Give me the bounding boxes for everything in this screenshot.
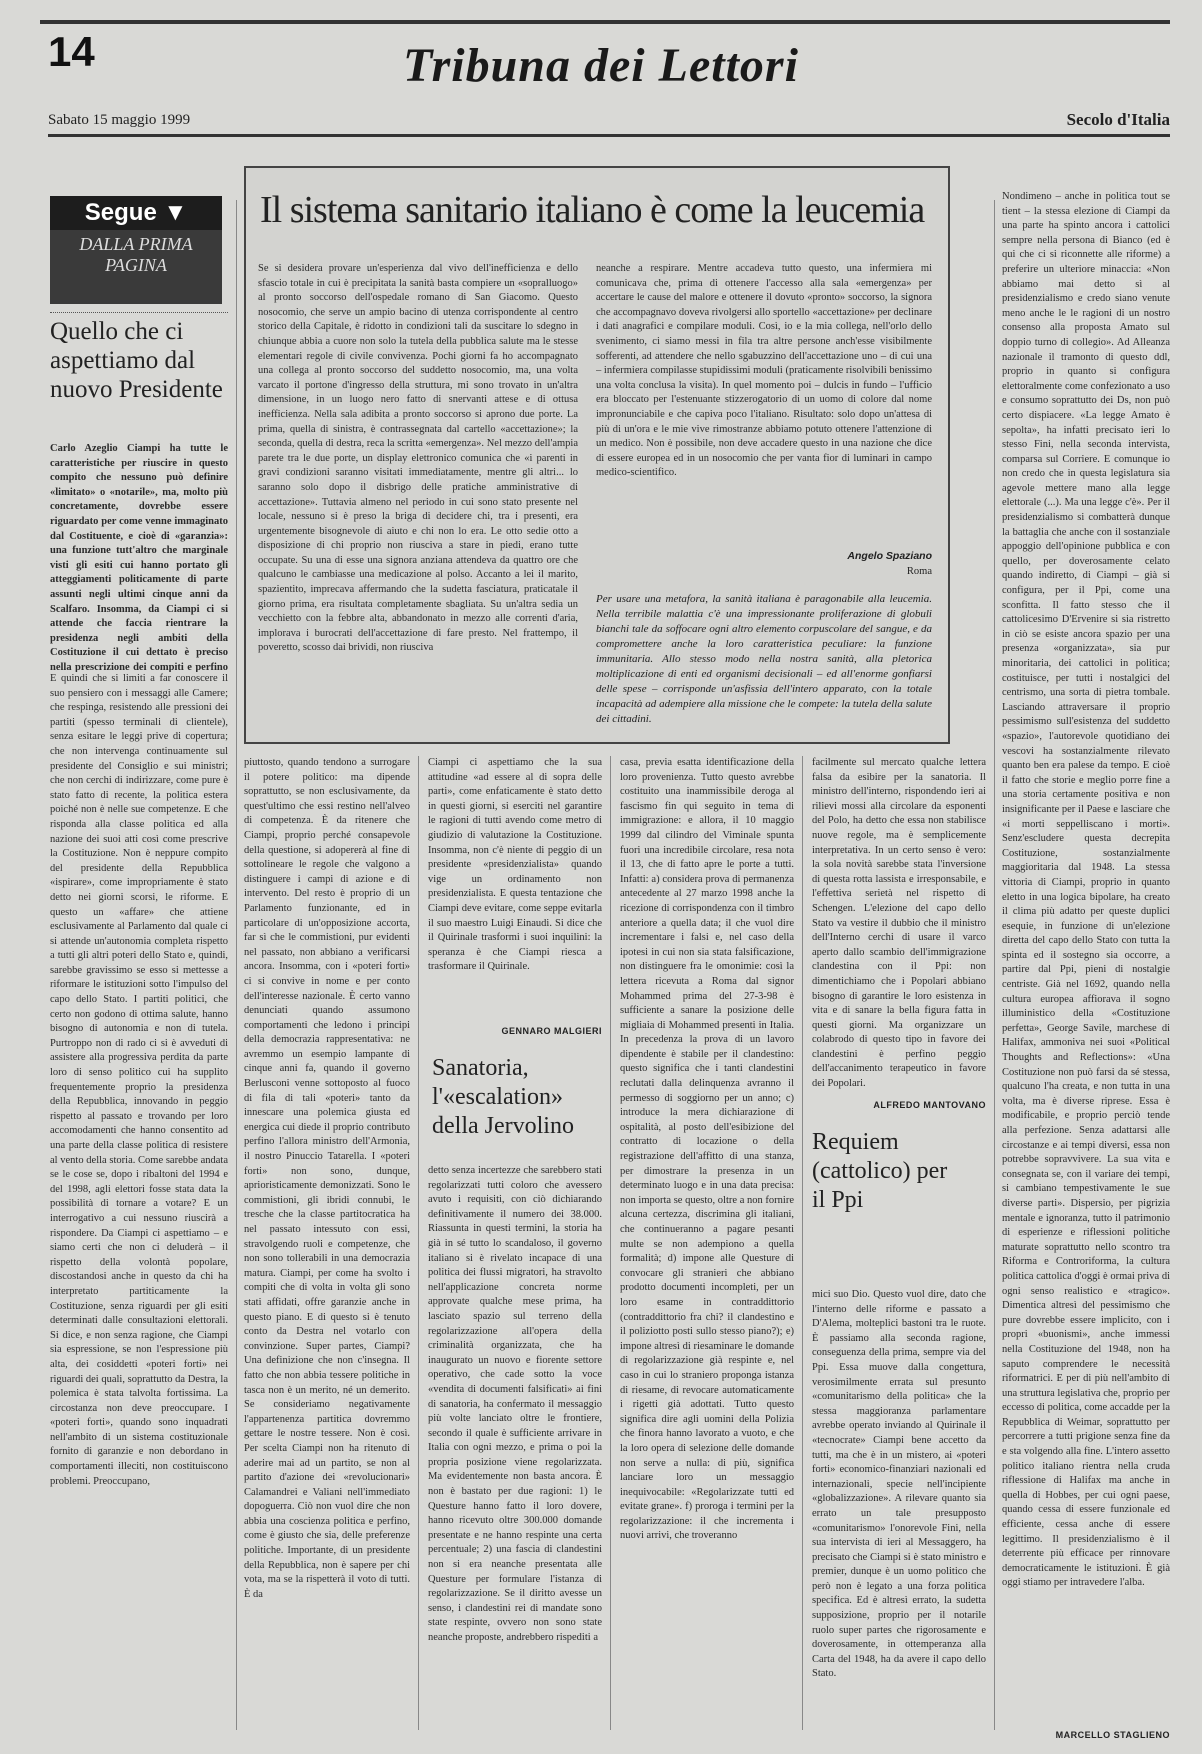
- page-number: 14: [48, 28, 95, 75]
- column-rule: [418, 756, 419, 1730]
- segue-label: [50, 196, 222, 230]
- boxed-article-title: Il sistema sanitario italiano è come la leucemia: [260, 189, 925, 231]
- mid-col2-top-text: Ciampi ci aspettiamo che la sua attitudine «ad essere al di sopra delle parti», come enfaticamente è stato detto in questi giorni, si eserciti nel garantire le ragioni di tutti avendo come metro di giudizio di valutazione la Costituzione. Insomma, non c'è niente di peggio di un presidente «presidenzialista» quando vige un ordinamento non presidenzialista. E questa tentazione che Ciampi deve evitare, come seppe evitarla il suo maestro Luigi Einaudi. Si dice che il Quirinale trasformi i suoi inquilini: la speranza è che Ciampi riesca a trasformare il Quirinale.: [428, 757, 602, 973]
- triangle-down-icon: ▼: [163, 199, 188, 226]
- left-headline: Quello che ci aspettiamo dal nuovo Presidente: [50, 312, 228, 404]
- issue-date: Sabato 15 maggio 1999: [48, 112, 191, 128]
- boxed-signature: Angelo Spaziano: [847, 550, 932, 562]
- column-rule: [994, 200, 995, 1730]
- requiem-headline: Requiem (cattolico) per il Ppi: [812, 1129, 948, 1213]
- column-rule: [610, 756, 611, 1730]
- sanatoria-headline: Sanatoria, l'«escalation» della Jervolino: [432, 1055, 574, 1139]
- boxed-col1-text: Se si desidera provare un'esperienza dal vivo dell'inefficienza e dello sfascio totale in cui è precipitata la sanità basta compiere un «sopralluogo» al pronto soccorso dell'ospedale romano di San Giacomo. Questo nosocomio, che serve un ampio bacino di utenza corrispondente al centro storico della Capitale, è ridotto in condizioni tali da suscitare lo sdegno in chiunque abbia a cuore non solo la tutela della pubblica salute ma le stesse elementari regole di civile convivenza. Pochi giorni fa ho accompagnato una collega al pronto soccorso del suddetto nosocomio, ma, una volta varcato il portone d'ingresso della struttura, mi sono trovato in un'altra dimensione, in un luogo nero fatto di snervanti attese e di ottusa inefficienza. Nella sala adibita a pronto soccorso si aprono due porte. La prima, quella di sinistra, è contrassegnata dal cartello «accettazione»; la seconda, quella di destra, reca la scritta «emergenza». Nel mezzo dell'ampia parete tra le due porte, un display elettronico comunica che «i parenti in gravi condizioni saranno visitati immediatamente, mentre gli altri... lo saranno solo dopo il disbrigo delle pratiche amministrative di accettazione». Tuttavia almeno nel periodo in cui sono stato presente nel locale, nessuno si è preso la briga di decidere chi, tra i presenti, era urgentemente bisognevole di aiuto e chi non lo era. Le otto sedie otto a disposizione di chi proprio non riusciva a stare in piedi, erano tutte occupate. Su una di esse una signora anziana attendeva da quattro ore che qualcuno le cambiasse una medicazione al polso. Accanto a lei il marito, spazientito, imprecava affermando che la sudetta fasciatura, praticatale il giorno prima, era risultata completamente sbagliata. Su un'altra sedia un vecchietto con la febbre alta, abbandonato in mezzo alle correnti d'aria, implorava i burocrati dell'accettazione di fare presto. Nel frattempo, il poveretto, scosso dai brividi, non riusciva: [258, 263, 578, 654]
- left-lead-text: Carlo Azeglio Ciampi ha tutte le caratteristiche per riuscire in questo compito che nessuno può definire «limitato» o «notarile», ma, molto più concretamente, dovrebbe essere riguardato per come venne immaginato dal Costituente, e cioè di «garanzia»: una funzione tutt'altro che marginale visti gli esiti cui hanno portato gli atteggiamenti politicamente di parte assunti negli ultimi cinque anni da Scalfaro. Insomma, da Ciampi ci si attende che faccia rientrare la presidenza negli ambiti della Costituzione il cui dettato è preciso nella prescrizione dei compiti e perfino: [50, 443, 228, 672]
- column-rule: [236, 200, 237, 1730]
- mid-col2-text: detto senza incertezze che sarebbero stati regolarizzati tutti coloro che avessero avuto i requisiti, con ciò dichiarando definitivamente il numero dei 38.000. Riassunta in questi termini, la storia ha già in sé tutto lo scandaloso, il governo italiano si è rivelato incapace di una politica dei flussi migratori, ha stravolto nell'applicazione concreta norme approvate qualche mese prima, ha lasciato spazio sul terreno della regolarizzazione all'opera della criminalità organizzata, che ha inaugurato un nuovo e fiorente settore operativo, che cade sotto la voce «vendita di documenti falsificati» ai fini di sanatoria, ha confermato il messaggio più volte lanciato oltre le frontiere, secondo il quale è sufficiente arrivare in Italia con ogni mezzo, e prima o poi la propria posizione viene regolarizzata. Ma evidentemente non basta ancora. È non è bastato per due ragioni: 1) le Questure hanno fatto il loro dovere, hanno ricevuto oltre 300.000 domande presentate e ne hanno respinte una certa percentuale; 2) una fascia di clandestini non si era neanche presentata alle Questure per formulare l'istanza di regolarizzazione. Se il diritto avesse un senso, i clandestini rei di mandate sono state respinte, ovvero non sono state neanche proposte, andrebbero rispediti a: [428, 1165, 602, 1643]
- mid-col4-text: mici suo Dio. Questo vuol dire, dato che l'interno delle riforme e passato a D'Alema, molteplici bastoni tra le ruote. È passiamo alla seconda ragione, conseguenza della prima, sempre via del Ppi. Essa muove dalla congettura, verosimilmente errata sul presunto «comunitarismo della politica» che la stessa maggioranza parlamentare avrebbe operato inviando al Quirinale il «tecnocrate» Ciampi bene accetto da tutti, ma che è in un mistero, ai «poteri forti» economico-finanziari nazionali ed internazionali, specie nell'incipiente «globalizzazione». A rilevare quanto sia errato un tale presupposto «comunitarismo» l'onorevole Fini, nella sua intervista di ieri al Messaggero, ha precisato che Ciampi si è stato ministro e premier, dunque è un uomo politico che però non è legato a una forza politica specifica. Ed è altresì errato, la sudetta supposizione, proprio per il notarile ruolo super partes che rigorosamente e doverosamente, in ottemperanza alla Carta del 1948, ha da avere il capo dello Stato.: [812, 1289, 986, 1680]
- boxed-col2-text: neanche a respirare. Mentre accadeva tutto questo, una infermiera mi comunicava che, prima di ottenere l'accesso alla sala «emergenza» per accertare le cause del malore e ottenere il dovuto «pronto» soccorso, la signora che accompagnavo doveva rivolgersi allo sportello «accettazione» per declinare i dati anagrafici e compilare moduli. Così, io e la mia collega, nell'orlo dello svenimento, ci siamo messi in fila tra altre persone anch'esse visibilmente sofferenti, ad attendere che nello sgabuzzino dell'accettazione uno – di cui una – infermiera compilasse stupidissimi moduli (praticamente risolvibili benissimo una volta conclusa la visita). In quel momento poi – dulcis in fundo – l'ufficio era bloccato per l'estenuante stizzerogatorio di un uomo di colore dal nome impronunciabile e che capiva poco l'italiano. Risultato: solo dopo un'attesa di più di un'ora e le mie vive rimostranze abbiamo potuto ottenere l'attenzione di un medico. Non è possibile, non deve accadere questo in una nazione che dice di essere europea ed in un nosocomio che per vanta fior di luminari in campo medico-scientifico.: [596, 263, 932, 479]
- staglieno-signature: MARCELLO STAGLIENO: [1055, 1730, 1170, 1740]
- mid-col4-top-text: facilmente sul mercato qualche lettera falsa da esibire per la sanatoria. Il ministro dell'interno, rispondendo ieri ai rilievi mossi alla circolare da esponenti del Polo, ha detto che essa non stabilisce nuove regole, ma è semplicemente interpretativa. In un certo senso è vero: la sola novità sarebbe stata l'inversione di questa rotta lassista e irresponsabile, e l'effettiva serietà nel rispetto di Schengen. L'elezione del capo dello Stato va vestire il dubbio che il ministro dell'Interno cerchi di usare il varco aperto dallo scambio dell'immigrazione clandestina con il Ppi: non dimentichiamo che i Popolari abbiano bisogno di garantire le loro esistenza in vita e di sanare la bella figura fatta in questi giorni. Ma organizzare un colabrodo di questo tipo in favore dei clandestini è perfino peggio dell'accanimento terapeutico in favore dei Popolari.: [812, 757, 986, 1090]
- newspaper-name: Secolo d'Italia: [1066, 110, 1170, 129]
- boxed-caption: Per usare una metafora, la sanità italiana è paragonabile alla leucemia. Nella terribile malattia c'è una impressionante proliferazione di globuli bianchi tale da soffocare ogni altro elemento corpuscolare del sangue, e da compromettere anche la loro caratteristica peculiare: la funzione immunitaria. Allo stesso modo nella nostra sanità, alla pletorica moltiplicazione di enti ed organismi decisionali – ed all'enorme gonfiarsi delle spese – corrisponde un'asfissia dell'intero apparato, con la totale incapacità ad adempiere alla missione che le compete: la tutela della salute dei cittadini.: [596, 593, 932, 725]
- column-rule: [802, 756, 803, 1730]
- right-col-text: Nondimeno – anche in politica tout se tient – la stessa elezione di Ciampi da una parte ha spinto ancora i cattolici sempre nella persona di Bianco (ed è qui che ci si riconnette alle riforme) a preferire un ulteriore minaccia: «Non abbiamo mai detto sì al presidenzialismo e credo siano venute meno anche le le ragioni di un nostro consenso alla proposta Amato sul doppio turno di collegio». Ad Alleanza nazionale il tramonto di questo ddl, proprio in quanto si configura elettoralmente come confezionato a uso e consumo soprattutto dei Ds, non può certo dispiacere. «La legge Amato è sepolta», ha infatti precisato ieri lo stesso Fini, nella seconda intervista, comparsa sul Corriere. E comunque io non credo che in questa legislatura sia agevole mettere mano alla legge elettorale (...). Ma una legge c'è». Per il presidenzialismo si combatterà dunque la battaglia che anche con il sostanziale appoggio dell'opinione pubblica e con quello, per doverosamente celato quando indiretto, di Ciampi – già si configura, per il Ppi, come una sconfitta. Il fatto stesso che il cattolicesimo D'Ervenire si sia ristretto in ciò se esiste ancora spazio per una presenza «organizzata», sia pur minoritaria, dei cattolici in politica; costituisce, per tutti i nostalgici del centrismo, una sorta di pietra tombale. Lasciando attraversare il proprio pessimismo sull'esistenza del suddetto «spazio», l'autorevole quotidiano dei vescovi ha sostanzialmente rilevato quanto ben era palese da tempo. E cioè il fatto che storie e meglio porre fine a una storia certamente positiva e non insignificante per il Paese e lasciare che «i morti seppelliscano i morti». Senz'escludere questa decrepita Costituzione, sostanzialmente maggioritaria dal 1948. La stessa vittoria di Ciampi, proprio in quanto eletto in una logica bipolare, ha creato il clima più adatto per queste duplici esequie, in funzione di un'elezione diretta del capo dello Stato con tutta la spinta ed il sostegno sia occorre, a partire dal Ppi, pieni di nostalgie centriste. Già nel 1692, quando nella cultura europea affiorava il sogno illuministico della «Costituzione perfetta», George Savile, marchese di Halifax, ammoniva nei suoi «Political Thoughts and Reflections»: «Una Costituzione non può farsi da sé stessa, qualcuno l'ha creata, e non tutta in una volta, ma è diverse riprese. Essa è modificabile, e proprio perciò tende alla perfezione. Senza adattarsi alle circostanze e ai tempi diversi, essa non potrebbe sopravvivere. La sua vita e consegnata se, con il variare dei tempi, si cambiano tempestivamente le sue diverse parti». Dispersio, per pigrizia mentale e ignoranza, tutto il patrimonio di esperienze e riflessioni politiche maturate soprattutto nello scontro tra Riforma e Controriforma, la cultura politica cattolica d'oggi è ormai priva di ogni senso realistico e «tragico». Dimentica altresì del pessimismo che pure dovrebbe essere implicito, con i propri «buonismi», anche immessi nella Costituzione del 1948, non ha saputo comprendere le necessità riformatrici. E per di più nell'ambito di una struttura legislativa che, proprio per eccesso di politica, come accadde per la Repubblica di Weimar, soprattutto per percorrere a tutti prigione senza fine da e sta volgendo alla fine. L'intero assetto politico italiano rientra nella cruda riflessione di Halifax ma anche in quella di Hobbes, per cui ogni paese, quando cessa di essere funzionale ed efficiente, cessa anche di essere legittimo. Il presidenzialismo è il deterrente più efficace per rinnovare democraticamente le istituzioni. È già oggi stiamo per intravedere l'alba.: [1002, 191, 1170, 1589]
- segue-text: Segue: [84, 199, 157, 226]
- malgieri-signature: GENNARO MALGIERI: [501, 1026, 602, 1036]
- mantovano-signature: ALFREDO MANTOVANO: [873, 1100, 986, 1110]
- date-bar: [48, 108, 1170, 137]
- mid-col1-text: piuttosto, quando tendono a surrogare il potere politico: ma dipende soprattutto, se non esclusivamente, da quest'ultimo che essi restino nell'alveo di competenza. È da ritenere che Ciampi, proprio perché consapevole della questione, si adopererà al fine di sottolineare le regole che valgono a distinguere i campi di azione e di intervento. Del resto è proprio di un Parlamento funzionante, ed in particolare di un'opposizione accorta, far sì che le commistioni, pur evidenti nel passato, non abbiano a verificarsi ancora. Insomma, con i «poteri forti» ci si convive in nome e per conto dell'interesse nazionale. È certo vanno denunciati quando assumono comportamenti che ledono i principi della democrazia rappresentativa: ne avremmo un esempio lampante di cinque anni fa, quando il governo Berlusconi venne sottoposto al fuoco di fila di tali «poteri» tanto da innescare una polemica giusta ed energica cui diede il proprio contributo perfino l'allora ministro dell'Armonia, il nostro Pinuccio Tatarella. I «poteri forti» non sono, dunque, aprioristicamente demonizzati. Sono le commistioni, gli ibridi connubi, le tresche che la classe partitocratica ha nel passato intessuto con essi, stravolgendo ruoli e competenze, che non sono tollerabili in una democrazia matura. Ciampi, per come ha svolto i compiti che di volta in volta gli sono stati affidati, offre garanzie anche in questo piano. E di questo si è tenuto conto da Destra nel votarlo con convinzione. Super partes, Ciampi? Una definizione che non c'insegna. Il fatto che non abbia tessere politiche in tasca non è un merito, né un demerito. Se consideriamo negativamente l'appartenenza partitica dovremmo gettare le nostre tessere. Non è così. Per scelta Ciampi non ha ritenuto di aderire mai ad un partito, se non al partito d'azione dei «revolucionari» Calamandrei e Valiani nell'immediato dopoguerra. Ciò non vuol dire che non abbia una coscienza politica e perfino, come è giusto che sia, delle preferenze politiche. Importante, di un presidente della Repubblica, non è sapere per chi vota, ma se la rispetterà il voto di tutti. È da: [244, 757, 410, 1600]
- continued-from-front-label: DALLA PRIMA PAGINA: [50, 230, 222, 304]
- section-masthead: Tribuna dei Lettori: [403, 39, 799, 92]
- boxed-city: Roma: [906, 566, 932, 577]
- top-rule: [40, 20, 1170, 24]
- mid-col3-text: casa, previa esatta identificazione della loro provenienza. Tutto questo avrebbe costituito una inammissibile deroga al fascismo fin qui seguito in tema di immigrazione: e allora, il 10 maggio 1999 dal cilindro del Viminale spunta fuori una incredibile circolare, resa nota il 13, che di fatto apre le porte a tutti. Infatti: a) considera prova di permanenza antecedente al 27 marzo 1998 anche la ricezione di corrispondenza con il timbro anteriore a quella data; il che vuol dire incrementare i falsi e, nel caso della ipotesi in cui non sia stata falsificazione, non distinguere fra le omonimie: così la lettera ricevuta a Roma dal signor Mohammed prima del 27-3-98 è sufficiente a sanare la posizione delle migliaia di Mohammed presenti in Italia. In precedenza la prova di un lavoro dipendente è stabile per il clandestino: questo significa che i tanti clandestini reclutati dalla delinquenza avranno il permesso di soggiorno per un anno; c) introduce la mera dichiarazione di ospitalità, al posto dell'esibizione del contratto di locazione o della registrazione dell'affitto di una stanza, per dimostrare la presenza in un determinato luogo e in una data precisa: non importa se questo, oltre a non fornire alcuna certezza, discrimina gli italiani, che continueranno a pagare pesanti multe se non adempiono a quella formalità; d) impone alle Questure di convocare gli stranieri che abbiano prodotto documenti incompleti, per un loro esame in contraddittorio (contraddittorio fra chi? il clandestino e il poliziotto posti sullo stesso piano?); e) impone altresì di riesaminare le domande di regolarizzazione già respinte e, nel caso in cui lo straniero proponga istanza di riesame, di revocare automaticamente i rigetti già adottati. Tutto questo significa dire agli uomini della Polizia che finora hanno lavorato a vuoto, e che la loro opera di selezione delle domande non serve a nulla: di più, significa lanciare loro un messaggio inequivocabile: «Regolarizzate tutti ed evitate grane». f) proroga i termini per la regolarizzazione: il che incrementa i nuovi arrivi, che troveranno: [620, 757, 794, 1542]
- left-body-text: E quindi che si limiti a far conoscere il suo pensiero con i messaggi alle Camere; che respinga, resistendo alle pressioni dei partiti (spesso terminali di clientele), senza esitare le leggi prive di copertura; che non intervenga continuamente sul presidente del Consiglio e sui ministri; che non cerchi di indirizzare, come pure è stato fatto di recente, la politica estera poiché non è nelle sue competenze. E che risponda alla classe politica ed alla nazione dei suoi atti così come prescrive la Costituzione. Non è neppure compito del presidente della Repubblica «ispirare», come impropriamente è stato detto nei giorni scorsi, le riforme. E questo un «affare» che attiene esclusivamente al Parlamento dal quale ci si attende un'autonomia completa rispetto a tutti gli altri poteri dello Stato e, quindi, sarebbe gravissimo se esso si mettesse a riformare le istituzioni sotto l'impulso del capo dello Stato. I partiti politici, che certo non godono di ottima salute, hanno bisogno di autonomia e non di tutela. Purtroppo non di rado ci si è avveduti di assistere alla progressiva perdita da parte loro di senso politico cui ha supplito frequentemente proprio la presidenza della Repubblica, innovando in peggio rispetto al passato e trovando per loro accomodamenti che hanno consentito ad una parte della classe politica di resistere al vento della storia. Come sarebbe andata se le cose se, dopo i ribaltoni del 1994 e del 1998, agli elettori fosse stata data la possibilità di tornare a votare? E un interrogativo a cui nessuno riuscirà a rispondere. Da Ciampi ci aspettiamo – e siamo certi che non ci deluderà – il rispetto della volontà popolare, discostandosi anche in questo da chi ha interpretato partiticamente la Costituzione, senza riguardi per gli esiti determinati dalle consultazioni elettorali. Si dice, e non senza ragione, che Ciampi sia espressione, se non l'espressione più alta, dei cosiddetti «poteri forti» nei riguardi dei quali, soprattutto da Destra, la polemica è stata talvolta fortissima. La circostanza non deve preoccupare. I «poteri forti», quando sono inquadrati nell'ambito di un sistema costituzionale fornito di garanzie e non debordano in comportamenti illeciti, non costituiscono problemi. Preoccupano,: [50, 673, 228, 1487]
